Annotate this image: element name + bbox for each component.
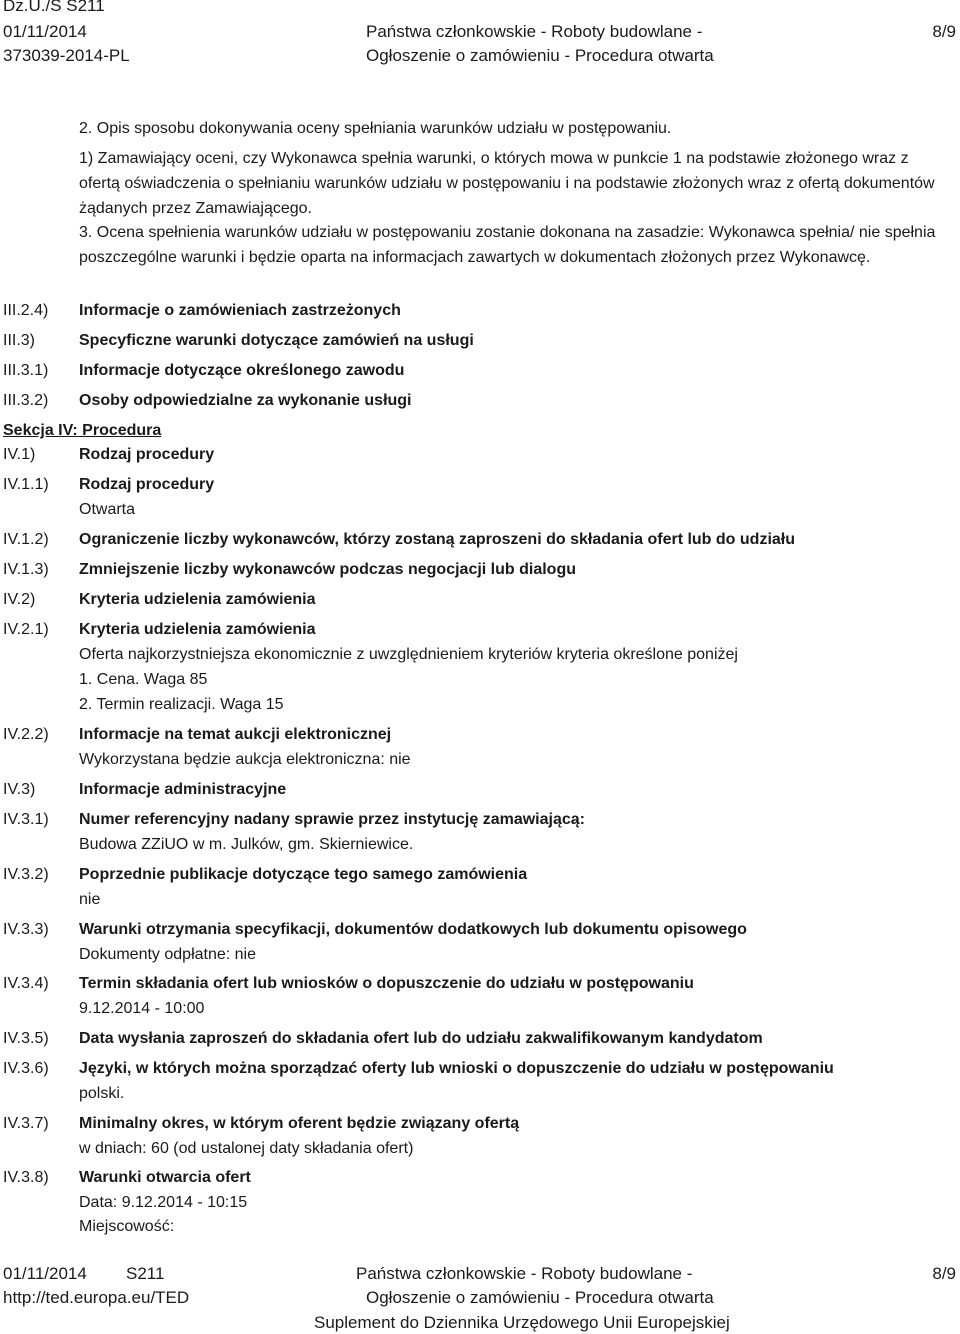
footer-page-number: 8/9 [932, 1264, 956, 1283]
section-code: IV.3.6) [3, 1060, 49, 1077]
section-title: Warunki otrzymania specyfikacji, dokumentów dodatkowych lub dokumentu opisowego [79, 921, 747, 938]
section-code: IV.3.5) [3, 1030, 49, 1047]
paragraph-description: 2. Opis sposobu dokonywania oceny spełniania warunków udziału w postępowaniu. [79, 120, 672, 137]
section-code: IV.1) [3, 446, 36, 463]
header-title-line1: Państwa członkowskie - Roboty budowlane - [366, 22, 703, 41]
footer-url[interactable]: http://ted.europa.eu/TED [3, 1288, 190, 1307]
section-title: Specyficzne warunki dotyczące zamówień na usługi [79, 332, 474, 349]
section-heading: Sekcja IV: Procedura [3, 422, 162, 439]
section-code: IV.3.3) [3, 921, 49, 938]
header-date: 01/11/2014 [3, 22, 87, 41]
section-code: IV.2) [3, 591, 36, 608]
section-code: IV.3.8) [3, 1169, 49, 1186]
section-title: Języki, w których można sporządzać oferty lub wnioski o dopuszczenie do udziału w postępowaniu [79, 1060, 834, 1077]
section-title: Zmniejszenie liczby wykonawców podczas negocjacji lub dialogu [79, 561, 576, 578]
section-code: IV.3.7) [3, 1115, 49, 1132]
section-value: 2. Termin realizacji. Waga 15 [79, 696, 284, 713]
section-value: Dokumenty odpłatne: nie [79, 946, 256, 963]
section-title: Poprzednie publikacje dotyczące tego samego zamówienia [79, 866, 528, 883]
footer-title-line2: Ogłoszenie o zamówieniu - Procedura otwarta [366, 1288, 714, 1307]
section-value: polski. [79, 1085, 125, 1102]
footer-supplement: Suplement do Dziennika Urzędowego Unii Europejskiej [314, 1313, 730, 1332]
section-value: Data: 9.12.2014 - 10:15 [79, 1194, 248, 1211]
section-title: Minimalny okres, w którym oferent będzie związany ofertą [79, 1115, 520, 1132]
header-page-number: 8/9 [932, 22, 956, 41]
section-title: Osoby odpowiedzialne za wykonanie usługi [79, 392, 412, 409]
section-code: IV.2.1) [3, 621, 49, 638]
section-title: Warunki otwarcia ofert [79, 1169, 251, 1186]
journal-ref: Dz.U./S S211 [3, 0, 105, 15]
section-title: Informacje dotyczące określonego zawodu [79, 362, 405, 379]
section-code: IV.3.1) [3, 811, 49, 828]
section-value: Otwarta [79, 501, 136, 518]
section-title: Kryteria udzielenia zamówienia [79, 621, 316, 638]
section-code: III.3.1) [3, 362, 49, 379]
section-code: III.3.2) [3, 392, 49, 409]
paragraph-condition-3: 3. Ocena spełnienia warunków udziału w postępowaniu zostanie dokonana na zasadzie: Wykonawca spełnia/ nie spełnia poszczególne warunki i będzie oparta na informacjach zawartych w dokumentach złożonych przez Wykonawcę. [79, 224, 936, 266]
section-title: Rodzaj procedury [79, 476, 215, 493]
section-title: Numer referencyjny nadany sprawie przez instytucję zamawiającą: [79, 811, 585, 828]
section-code: III.2.4) [3, 302, 49, 319]
paragraph-condition-1: 1) Zamawiający oceni, czy Wykonawca spełnia warunki, o których mowa w punkcie 1 na podstawie złożonego wraz z ofertą oświadczenia o spełnianiu warunków udziału w postępowaniu i na podstawie złożonych wraz z ofertą dokumentów żądanych przez Zamawiającego. [79, 150, 935, 217]
section-value: w dniach: 60 (od ustalonej daty składania ofert) [79, 1140, 414, 1157]
section-code: IV.3.2) [3, 866, 49, 883]
section-code: III.3) [3, 332, 36, 349]
section-code: IV.1.1) [3, 476, 49, 493]
header-title-line2: Ogłoszenie o zamówieniu - Procedura otwarta [366, 46, 714, 65]
section-value: Budowa ZZiUO w m. Julków, gm. Skierniewice. [79, 836, 414, 853]
section-title: Data wysłania zaproszeń do składania ofert lub do udziału zakwalifikowanym kandydatom [79, 1030, 763, 1047]
section-code: IV.2.2) [3, 726, 49, 743]
section-title: Termin składania ofert lub wniosków o dopuszczenie do udziału w postępowaniu [79, 975, 694, 992]
section-code: IV.1.2) [3, 531, 49, 548]
notice-number: 373039-2014-PL [3, 46, 130, 65]
footer-series: S211 [126, 1264, 165, 1283]
section-value: 1. Cena. Waga 85 [79, 671, 208, 688]
section-title: Informacje administracyjne [79, 781, 287, 798]
section-code: IV.3.4) [3, 975, 49, 992]
section-value: Miejscowość: [79, 1218, 175, 1235]
section-title: Informacje o zamówieniach zastrzeżonych [79, 302, 401, 319]
section-value: nie [79, 891, 101, 908]
page-header [0, 0, 960, 70]
section-code: IV.3) [3, 781, 36, 798]
section-code: IV.1.3) [3, 561, 49, 578]
section-title: Ograniczenie liczby wykonawców, którzy zostaną zaproszeni do składania ofert lub do udziału [79, 531, 795, 548]
section-value: Oferta najkorzystniejsza ekonomicznie z uwzględnieniem kryteriów kryteria określone poniżej [79, 646, 738, 663]
section-title: Kryteria udzielenia zamówienia [79, 591, 316, 608]
section-title: Rodzaj procedury [79, 446, 215, 463]
section-value: Wykorzystana będzie aukcja elektroniczna: nie [79, 751, 411, 768]
section-value: 9.12.2014 - 10:00 [79, 1000, 205, 1017]
footer-title-line1: Państwa członkowskie - Roboty budowlane - [356, 1264, 693, 1283]
section-title: Informacje na temat aukcji elektronicznej [79, 726, 392, 743]
footer-date: 01/11/2014 [3, 1264, 87, 1283]
